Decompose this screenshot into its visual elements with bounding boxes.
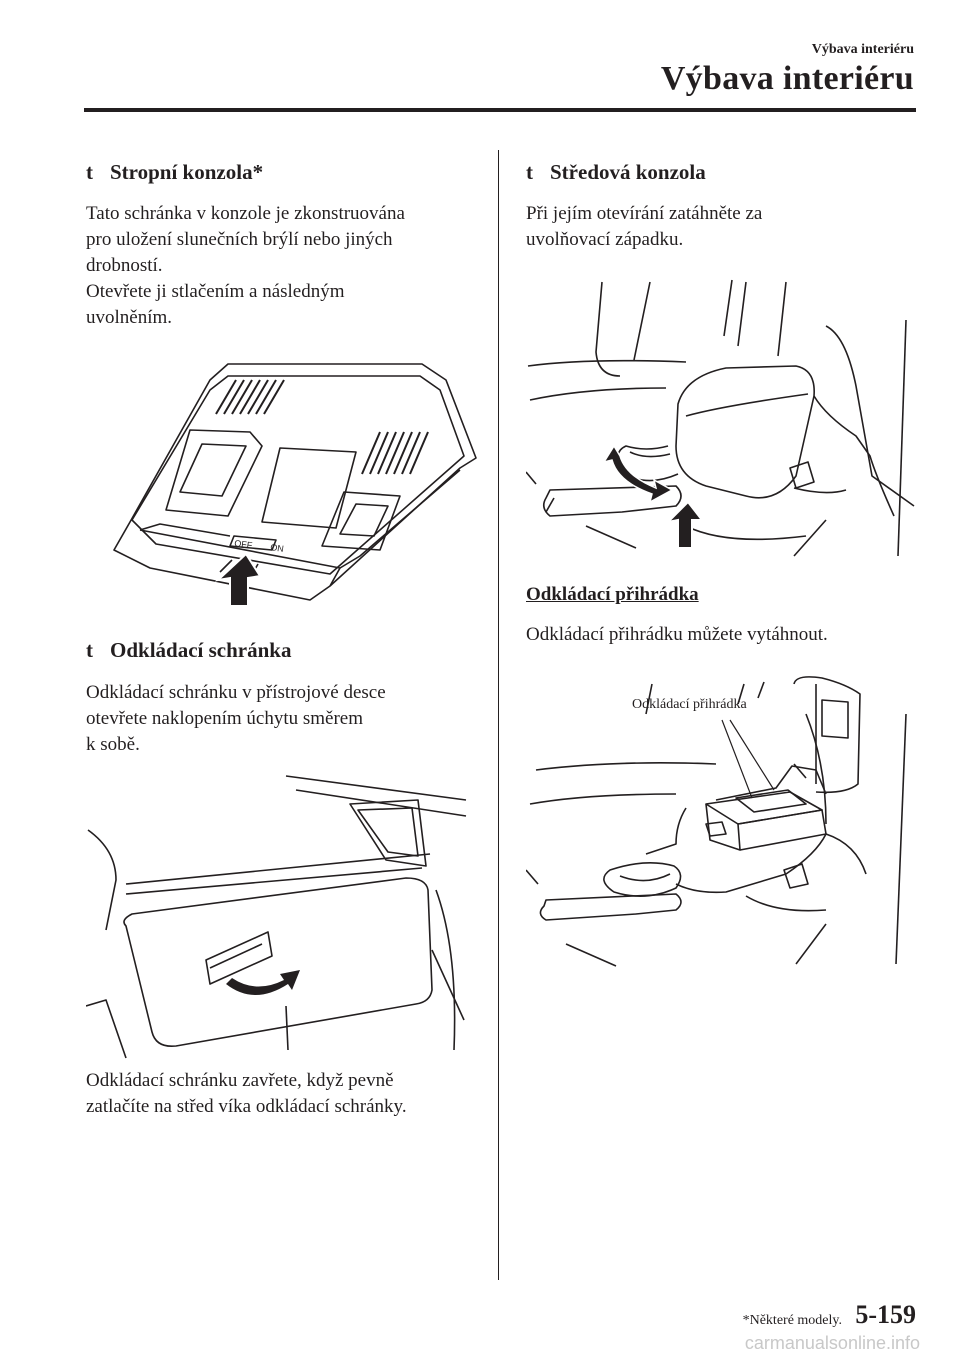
text-line: otevřete naklopením úchytu směrem	[86, 708, 363, 729]
center-console-text	[526, 201, 926, 253]
glove-box-open-text	[86, 680, 486, 758]
glove-box-illustration	[86, 770, 476, 1060]
text-line: zatlačíte na střed víka odkládací schránky.	[86, 1096, 407, 1117]
running-header-title: Výbava interiéru	[660, 60, 914, 97]
switch-off-label: OFF	[233, 538, 253, 551]
section-title-text: Stropní konzola*	[110, 160, 264, 184]
overhead-console-illustration	[110, 350, 480, 610]
text-line: Tato schránka v konzole je zkonstruována	[86, 203, 405, 224]
center-console-illustration	[526, 276, 916, 566]
page-number: 5-159	[855, 1300, 916, 1329]
text-line: drobností.	[86, 255, 163, 276]
pull-arrow-icon	[226, 970, 300, 995]
section-title-overhead-console	[86, 160, 263, 185]
glove-box-close-text	[86, 1068, 496, 1120]
storage-tray-illustration	[526, 674, 916, 974]
section-title-glove-box	[86, 638, 291, 663]
watermark-link[interactable]: carmanualsonline.info	[744, 1333, 920, 1353]
text-line: pro uložení slunečních brýlí nebo jiných	[86, 229, 393, 250]
text-line: Odkládací přihrádku můžete vytáhnout.	[526, 624, 828, 645]
subsection-title-tray: Odkládací přihrádka	[526, 584, 699, 605]
switch-on-label: ON	[269, 542, 285, 554]
section-title-text: Odkládací schránka	[110, 638, 292, 662]
text-line: uvolněním.	[86, 307, 173, 328]
overhead-console-text	[86, 201, 486, 331]
text-line: Otevřete ji stlačením a následným	[86, 281, 345, 302]
section-title-center-console	[526, 160, 706, 185]
column-divider	[498, 150, 499, 1280]
text-line: k sobě.	[86, 734, 140, 755]
section-bullet: t	[86, 638, 93, 662]
text-line: Odkládací schránku zavřete, když pevně	[86, 1070, 394, 1091]
section-bullet: t	[86, 160, 93, 184]
text-line: Odkládací schránku v přístrojové desce	[86, 682, 386, 703]
text-line: Při jejím otevírání zatáhněte za	[526, 203, 763, 224]
running-header-small: Výbava interiéru	[811, 42, 914, 57]
tray-callout-label: Odkládací přihrádka	[632, 697, 747, 712]
tray-text	[526, 622, 926, 648]
footnote: *Některé modely.	[742, 1313, 842, 1328]
callout-leader-line	[730, 720, 774, 790]
section-title-text: Středová konzola	[550, 160, 706, 184]
section-bullet: t	[526, 160, 533, 184]
text-line: uvolňovací západku.	[526, 229, 684, 250]
header-rule	[84, 108, 916, 112]
lift-arrow-icon	[668, 502, 702, 548]
